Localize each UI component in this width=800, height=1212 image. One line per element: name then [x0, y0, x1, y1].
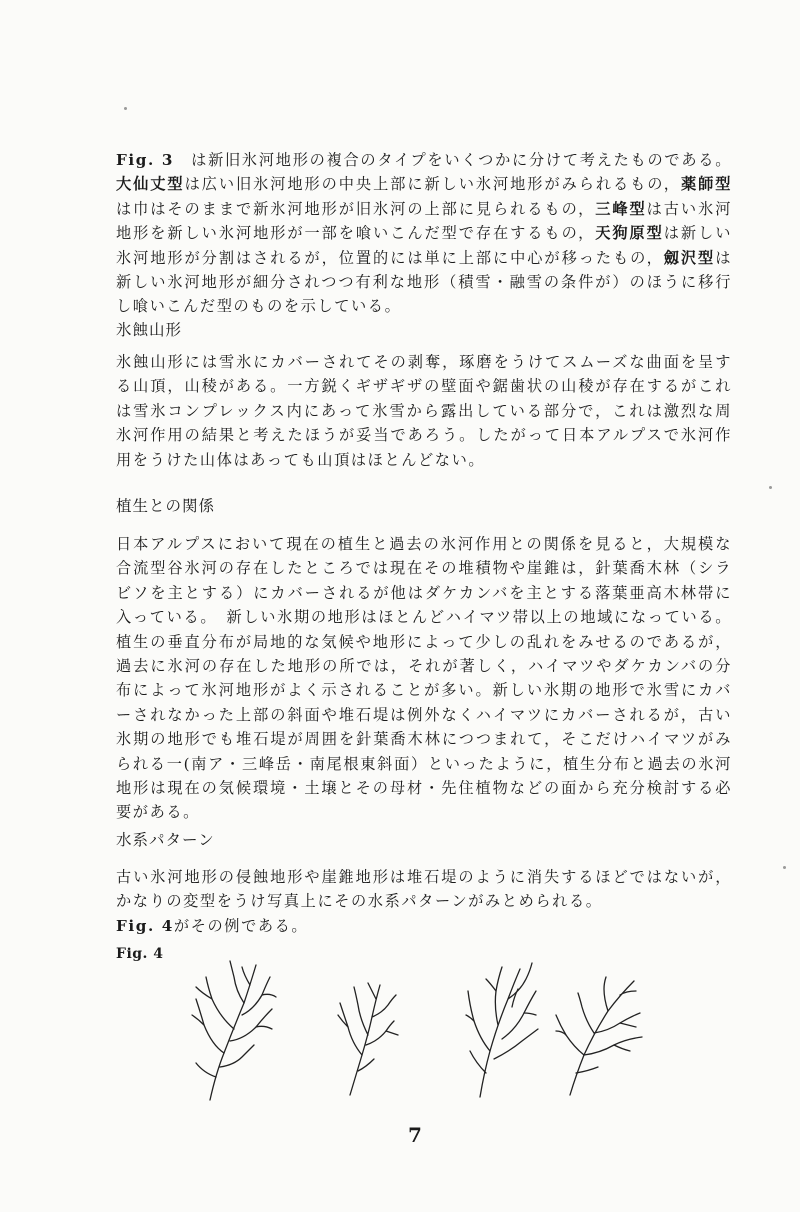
scan-speck — [769, 486, 772, 489]
parallel-drainage-pattern-icon — [466, 963, 538, 1097]
bold-term: 大仙丈型 — [116, 175, 185, 194]
paragraph-fig3-description — [116, 148, 732, 319]
scan-speck — [783, 866, 786, 869]
scan-speck — [124, 107, 127, 110]
paragraph-text-segment: は古い氷河地形を新しい氷河地形が一部を喰いこんだ型で存在するもの， — [116, 199, 732, 243]
paragraph-text-segment: は巾はそのままで新氷河地形が旧氷河の上部に見られるもの， — [116, 199, 596, 218]
paragraph-text-segment: は新しい氷河地形が分割はされるが，位置的には単に上部に中心が移ったもの， — [116, 224, 732, 267]
dendritic-drainage-pattern-1-icon — [192, 961, 276, 1100]
figure-4-drainage-patterns — [190, 955, 660, 1105]
paragraph-glacial-peaks: 氷蝕山形には雪氷にカバーされてその剥奪，琢磨をうけてスムーズな曲面を呈する山頂，山稜がある。一方鋭くギザギザの壁面や鋸歯状の山稜が存在するがこれは雪氷コンプレックス内にあって氷雪から露出している部分で，これは激烈な周氷河作用の結果と考えたほうが妥当であろう。したがって日本アルプスで氷河作用をうけた山体はあっても山頂はほとんどない。 — [116, 353, 732, 469]
dendritic-drainage-pattern-2-icon — [338, 983, 398, 1095]
pinnate-drainage-pattern-icon — [556, 977, 642, 1095]
fig4-reference-label: Fig. 4 — [116, 916, 174, 935]
heading-vegetation: 植生との関係 — [116, 497, 216, 515]
bold-term: 劔沢型 — [663, 248, 716, 267]
bold-term: Fig. 3 — [116, 151, 175, 169]
bold-term: 薬師型 — [680, 175, 732, 194]
page-number: 7 — [408, 1123, 422, 1147]
bold-term: 天狗原型 — [595, 224, 664, 243]
paragraph-text-segment: は新旧氷河地形の複合のタイプをいくつかに分けて考えたものである。 — [174, 151, 732, 169]
paragraph-drainage-text: 古い氷河地形の侵蝕地形や崖錐地形は堆石堤のように消失するほどではないが，かなりの変型をうけ写真上にその水系パターンがみとめられる。 — [116, 868, 732, 911]
paragraph-vegetation: 日本アルプスにおいて現在の植生と過去の氷河作用との関係を見ると，大規模な合流型谷氷河の存在したところでは現在その堆積物や崖錐は，針葉喬木林（シラビソを主とする）にカバーされるが他はダケカンバを主とする落葉亜高木林帯に入っている。 新しい氷期の地形はほとんどハイマツ帯以上の地域になっている。植生の垂直分布が局地的な気候や地形によって少しの乱れをみせるのであるが，過去に氷河の存在した地形の所では，それが著しく，ハイマツやダケカンバの分布によって氷河地形がよく示されることが多い。新しい氷期の地形で氷雪にカバーされなかった上部の斜面や堆石堤は例外なくハイマツにカバーされるが，古い氷期の地形でも堆石堤が周囲を針葉喬木林につつまれて，そこだけハイマツがみられる一(南ア・三峰岳・南尾根東斜面）といったように，植生分布と過去の氷河地形は現在の気候環境・土壌とその母材・先住植物などの面から充分検討する必要がある。 — [116, 535, 732, 822]
figure-4-label: Fig. 4 — [116, 946, 164, 962]
paragraph-drainage-pattern — [116, 865, 732, 938]
fig4-reference-text: がその例である。 — [173, 916, 309, 935]
bold-term: 三峰型 — [595, 199, 647, 218]
paragraph-text-segment: は新しい氷河地形が細分されつつ有利な地形（積雪・融雪の条件が）のほうに移行し喰いこんだ型のものを示している。 — [116, 248, 732, 316]
heading-glacial-peaks: 氷蝕山形 — [116, 321, 183, 339]
paragraph-text-segment: は広い旧氷河地形の中央上部に新しい氷河地形がみられるもの， — [184, 175, 681, 194]
heading-drainage-pattern: 水系パターン — [116, 831, 215, 849]
